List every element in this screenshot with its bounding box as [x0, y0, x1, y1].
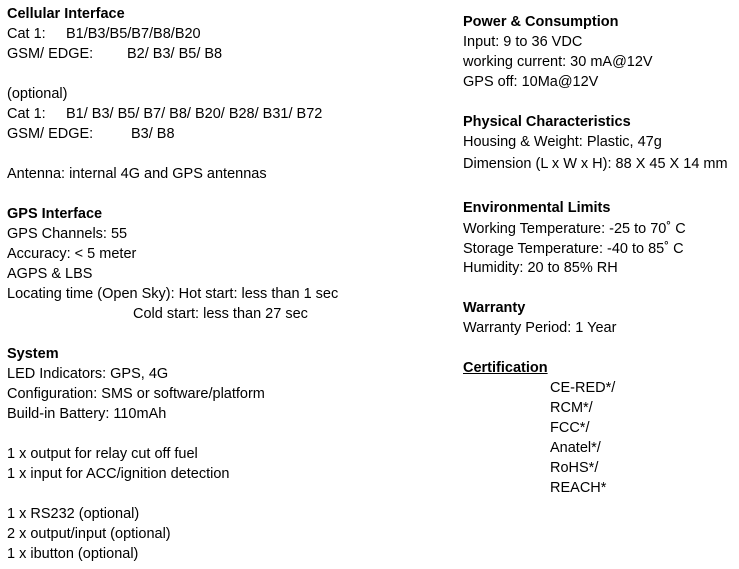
physical-heading: Physical Characteristics	[463, 114, 631, 130]
opt-gsm-row	[7, 124, 447, 144]
power-working-current: working current: 30 mA@12V	[463, 54, 653, 70]
opt-cat1-label: Cat 1:	[7, 106, 46, 122]
opt-cat1-bands: B1/ B3/ B5/ B7/ B8/ B20/ B28/ B31/ B72	[66, 106, 323, 122]
opt-cat1-row	[7, 104, 447, 124]
cert-item-rcm: RCM*/	[550, 400, 593, 416]
gsm-bands: B2/ B3/ B5/ B8	[127, 46, 223, 62]
cat1-bands: B1/B3/B5/B7/B8/B20	[66, 26, 201, 42]
cert-item-fcc: FCC*/	[550, 420, 590, 436]
warranty-heading: Warranty	[463, 300, 526, 316]
gps-accuracy: Accuracy: < 5 meter	[7, 246, 137, 262]
gps-cold-start: Cold start: less than 27 sec	[133, 306, 308, 322]
system-battery: Build-in Battery: 110mAh	[7, 406, 167, 422]
environmental-working-temp: Working Temperature: -25 to 70˚ C	[463, 221, 686, 237]
cert-item-reach: REACH*	[550, 480, 607, 496]
gps-agps: AGPS & LBS	[7, 266, 93, 282]
system-input-acc: 1 x input for ACC/ignition detection	[7, 466, 230, 482]
power-heading: Power & Consumption	[463, 14, 619, 30]
opt-gsm-bands: B3/ B8	[131, 126, 175, 142]
gps-heading: GPS Interface	[7, 206, 103, 222]
gsm-row	[7, 44, 447, 64]
opt-gsm-label: GSM/ EDGE:	[7, 126, 94, 142]
optional-label: (optional)	[7, 86, 68, 102]
system-config: Configuration: SMS or software/platform	[7, 386, 265, 402]
cellular-heading: Cellular Interface	[7, 6, 125, 22]
power-gps-off: GPS off: 10Ma@12V	[463, 74, 599, 90]
system-io: 2 x output/input (optional)	[7, 526, 171, 542]
power-input: Input: 9 to 36 VDC	[463, 34, 583, 50]
cat1-row	[7, 24, 447, 44]
warranty-period: Warranty Period: 1 Year	[463, 320, 617, 336]
certification-heading: Certification	[463, 360, 548, 376]
cert-item-rohs: RoHS*/	[550, 460, 599, 476]
physical-housing: Housing & Weight: Plastic, 47g	[463, 134, 662, 150]
physical-dimension: Dimension (L x W x H): 88 X 45 X 14 mm	[463, 156, 728, 172]
system-ibutton: 1 x ibutton (optional)	[7, 546, 139, 562]
cert-item-anatel: Anatel*/	[550, 440, 601, 456]
cat1-label: Cat 1:	[7, 26, 46, 42]
environmental-storage-temp: Storage Temperature: -40 to 85˚ C	[463, 241, 684, 257]
gsm-label: GSM/ EDGE:	[7, 46, 94, 62]
environmental-heading: Environmental Limits	[463, 200, 611, 216]
environmental-humidity: Humidity: 20 to 85% RH	[463, 260, 618, 276]
system-heading: System	[7, 346, 59, 362]
gps-channels: GPS Channels: 55	[7, 226, 128, 242]
system-output-relay: 1 x output for relay cut off fuel	[7, 446, 198, 462]
antenna-text: Antenna: internal 4G and GPS antennas	[7, 166, 267, 182]
system-led: LED Indicators: GPS, 4G	[7, 366, 169, 382]
gps-locating-time: Locating time (Open Sky): Hot start: less than 1 sec	[7, 286, 339, 302]
system-rs232: 1 x RS232 (optional)	[7, 506, 140, 522]
cert-item-ce-red: CE-RED*/	[550, 380, 616, 396]
